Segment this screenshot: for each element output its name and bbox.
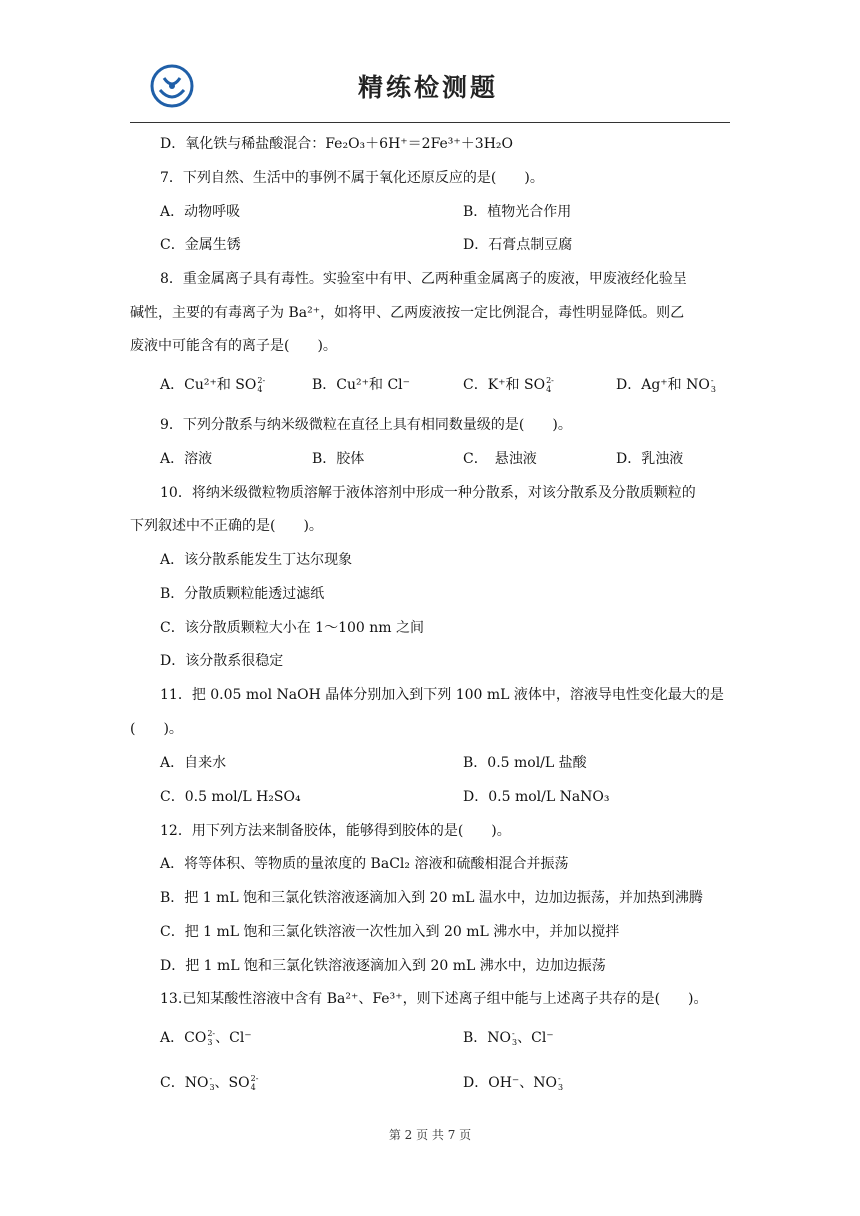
- q9-option-a: A．溶液: [160, 451, 213, 467]
- question-11-line1: 11．把 0.05 mol NaOH 晶体分别加入到下列 100 mL 液体中，溶液导电性变化最大的是: [160, 687, 724, 703]
- header-title: 精练检测题: [358, 73, 499, 102]
- q9-option-b: B．胶体: [312, 451, 365, 467]
- q11-option-d: D．0.5 mol/L NaNO₃: [463, 789, 610, 805]
- ion-charge: 2-: [257, 376, 266, 385]
- q11-option-b: B．0.5 mol/L 盐酸: [463, 755, 587, 771]
- q11-option-a: A．自来水: [160, 755, 227, 771]
- question-8-line1: 8．重金属离子具有毒性。实验室中有甲、乙两种重金属离子的废液，甲废液经化验呈: [160, 271, 687, 287]
- q8-option-b: B．Cu²⁺和 Cl⁻: [312, 377, 411, 393]
- q13-option-b: [463, 1027, 554, 1047]
- ion-sub: 3: [710, 385, 716, 394]
- ion-sub: 3: [209, 1083, 215, 1092]
- ion-marker: [251, 1074, 259, 1092]
- question-8-line2: 碱性，主要的有毒离子为 Ba²⁺，如将甲、乙两废液按一定比例混合，毒性明显降低。则乙: [130, 305, 685, 321]
- ion-sub: 3: [558, 1083, 564, 1092]
- q13-option-c: [130, 1072, 258, 1092]
- question-7: 7．下列自然、生活中的事例不属于氧化还原反应的是( )。: [160, 170, 544, 186]
- q8-option-d: [616, 374, 716, 394]
- page-footer: 第 2 页 共 7 页: [388, 1128, 472, 1142]
- q13b-text: B．NO: [463, 1030, 512, 1046]
- q12-option-d: D．把 1 mL 饱和三氯化铁溶液逐滴加入到 20 mL 沸水中，边加边振荡: [160, 958, 606, 974]
- q12-option-c: C．把 1 mL 饱和三氯化铁溶液一次性加入到 20 mL 沸水中，并加以搅拌: [160, 924, 620, 940]
- q8a-text: A．Cu²⁺和 SO: [160, 377, 257, 393]
- question-11-line2: ( )。: [130, 721, 183, 737]
- q7-option-b: B．植物光合作用: [463, 204, 572, 220]
- q7-option-d: D．石膏点制豆腐: [463, 237, 573, 253]
- ion-sub: 3: [207, 1038, 213, 1047]
- q13a-text: A．CO: [160, 1030, 207, 1046]
- q10-option-a: A．该分散系能发生丁达尔现象: [160, 552, 353, 568]
- ion-charge: -: [209, 1074, 213, 1083]
- page-header: [130, 56, 730, 123]
- ion-sub: 4: [250, 1083, 256, 1092]
- q13a-text2: 、Cl⁻: [215, 1030, 252, 1046]
- q12-option-b: B．把 1 mL 饱和三氯化铁溶液逐滴加入到 20 mL 温水中，边加边振荡，并加热到沸腾: [160, 890, 703, 906]
- ion-charge: -: [512, 1029, 515, 1038]
- q9-option-d: D．乳浊液: [616, 451, 684, 467]
- q10-option-b: B．分散质颗粒能透过滤纸: [160, 586, 325, 602]
- q8d-text: D．Ag⁺和 NO: [616, 377, 710, 393]
- q7-option-c: C．金属生锈: [160, 237, 241, 253]
- q8-option-c: [463, 374, 554, 394]
- ion-charge: 2-: [546, 376, 554, 385]
- ion-charge: 2-: [250, 1074, 259, 1083]
- ion-charge: -: [710, 376, 714, 385]
- ion-marker: [546, 376, 554, 394]
- question-13: 13.已知某酸性溶液中含有 Ba²⁺、Fe³⁺，则下述离子组中能与上述离子共存的是( )。: [160, 991, 708, 1007]
- q13d-text: D．OH⁻、NO: [463, 1075, 558, 1091]
- question-9: 9．下列分散系与纳米级微粒在直径上具有相同数量级的是( )。: [160, 417, 572, 433]
- question-10-line1: 10．将纳米级微粒物质溶解于液体溶剂中形成一种分散系，对该分散系及分散质颗粒的: [160, 485, 696, 501]
- q11-option-c: C．0.5 mol/L H₂SO₄: [160, 789, 301, 805]
- q8-option-a: [130, 374, 265, 394]
- q13c-text2: 、SO: [214, 1075, 250, 1091]
- q13b-text2: 、Cl⁻: [517, 1030, 554, 1046]
- ion-marker: [257, 376, 265, 394]
- question-12: 12．用下列方法来制备胶体，能够得到胶体的是( )。: [160, 823, 511, 839]
- q12-option-a: A．将等体积、等物质的量浓度的 BaCl₂ 溶液和硫酸相混合并振荡: [160, 856, 569, 872]
- q13c-text: C．NO: [160, 1075, 209, 1091]
- ion-sub: 4: [257, 385, 263, 394]
- ion-marker: [558, 1074, 563, 1092]
- prev-option-d: D．氧化铁与稀盐酸混合：Fe₂O₃＋6H⁺＝2Fe³⁺＋3H₂O: [160, 136, 514, 152]
- q13-option-a: [130, 1027, 252, 1047]
- q13-option-d: [463, 1072, 563, 1092]
- ion-marker: [711, 376, 716, 394]
- q7-option-a: A．动物呼吸: [160, 204, 241, 220]
- ion-charge: -: [558, 1074, 561, 1083]
- q8c-text: C．K⁺和 SO: [463, 377, 546, 393]
- q9-option-c: C． 悬浊液: [463, 451, 537, 467]
- ion-marker: [207, 1029, 215, 1047]
- logo-icon: [150, 64, 194, 108]
- q10-option-d: D．该分散系很稳定: [160, 653, 284, 669]
- ion-charge: 2-: [207, 1029, 216, 1038]
- q10-option-c: C．该分散质颗粒大小在 1～100 nm 之间: [160, 620, 424, 636]
- ion-sub: 3: [512, 1038, 518, 1047]
- question-8-line3: 废液中可能含有的离子是( )。: [130, 338, 337, 354]
- ion-sub: 4: [546, 385, 552, 394]
- question-10-line2: 下列叙述中不正确的是( )。: [130, 518, 323, 534]
